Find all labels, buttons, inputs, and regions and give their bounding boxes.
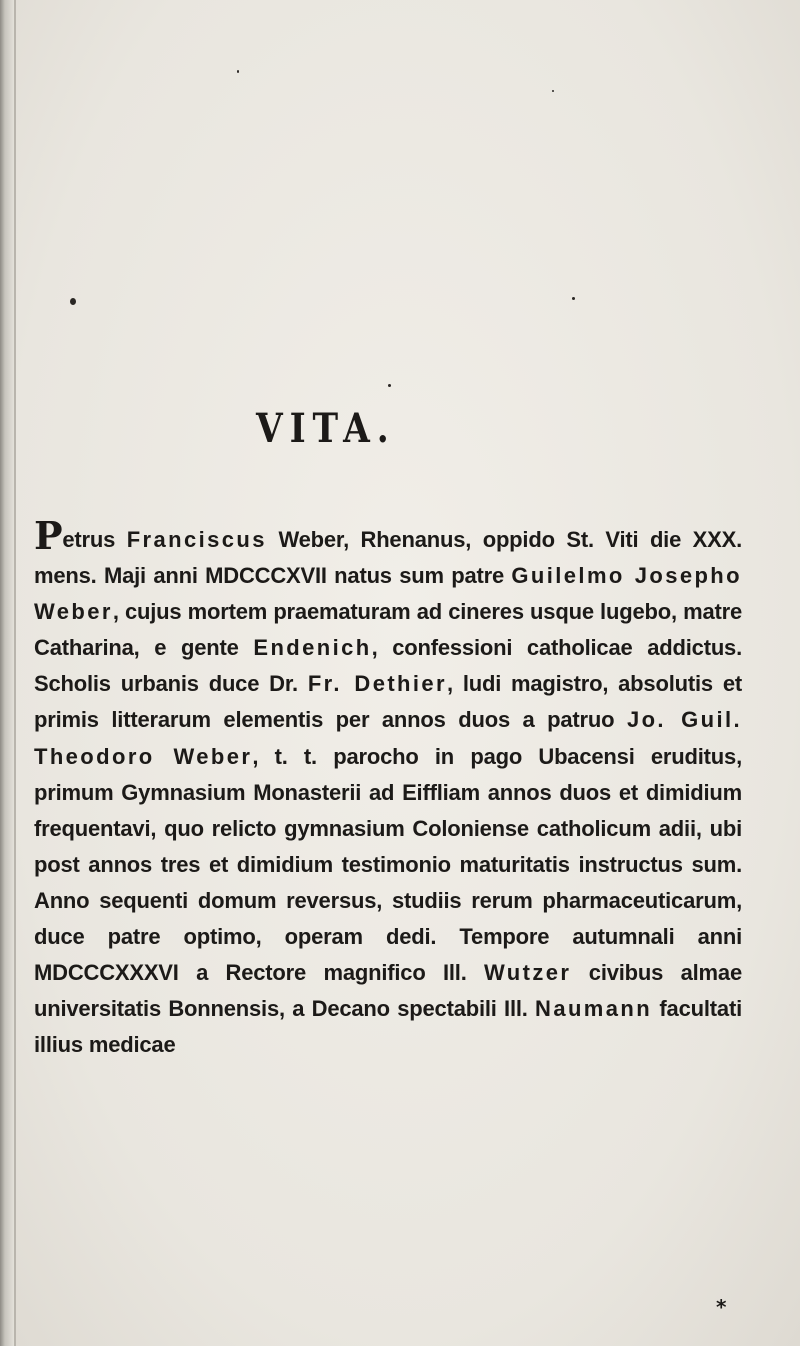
text-segment: facultati illius medicae <box>34 996 742 1058</box>
spaced-name: Jo. Guil. Theodoro Weber <box>34 707 742 769</box>
spaced-name: Franciscus <box>126 527 267 552</box>
vita-paragraph <box>34 513 743 1063</box>
spaced-name: Wutzer <box>484 960 572 986</box>
text-segment: , t. t. parocho in pago Ubacensi eruditus, primum Gymnasium Monasterii ad Eiffliam annos duos et dimidium frequentavi, quo relicto gymnasium Coloniense catholicum adii, ubi post annos tres et dimidium testimonio maturitatis instructus sum. Anno sequenti domum reversus, studiis rerum pharmaceuticarum, duce patre optimo, operam dedi. Tempore autumnali anni MDCCCXXXVI a Rectore magnifico Ill. <box>34 743 742 986</box>
drop-cap: P <box>34 513 63 558</box>
text-segment: , Rhenanus, oppido St. Viti die XXX. mens. Maji anni MDCCCXVII natus sum patre <box>34 527 742 589</box>
text-segment: civibus almae universitatis Bonnensis, a Decano spectabili Ill. <box>34 960 742 1022</box>
name-segment: Weber <box>278 527 344 552</box>
text-segment: , confessioni catholicae addictus. Scholis urbanis duce Dr. <box>34 635 743 697</box>
text-segment: , cujus mortem praematuram ad cineres usque lugebo, matre Catharina, e gente <box>34 599 742 661</box>
ink-speck <box>552 90 554 92</box>
ink-speck <box>572 297 575 300</box>
spaced-name: Fr. Dethier <box>307 671 448 697</box>
text-segment: etrus <box>62 527 127 552</box>
spaced-name: Endenich <box>253 635 372 661</box>
page-edge-line <box>14 0 16 1346</box>
ink-speck <box>70 298 76 305</box>
spaced-name: Naumann <box>535 996 653 1022</box>
text-segment <box>267 527 279 552</box>
spaced-name: Guilelmo Josepho Weber <box>34 563 742 625</box>
text-segment: , ludi magistro, absolutis et primis litterarum elementis per annos duos a patruo <box>34 671 742 733</box>
page-signature-mark: * <box>716 1295 727 1319</box>
ink-speck <box>237 70 239 73</box>
page-left-binding-edge <box>0 0 14 1346</box>
ink-speck <box>388 384 391 387</box>
page-title: VITA. <box>256 405 396 452</box>
